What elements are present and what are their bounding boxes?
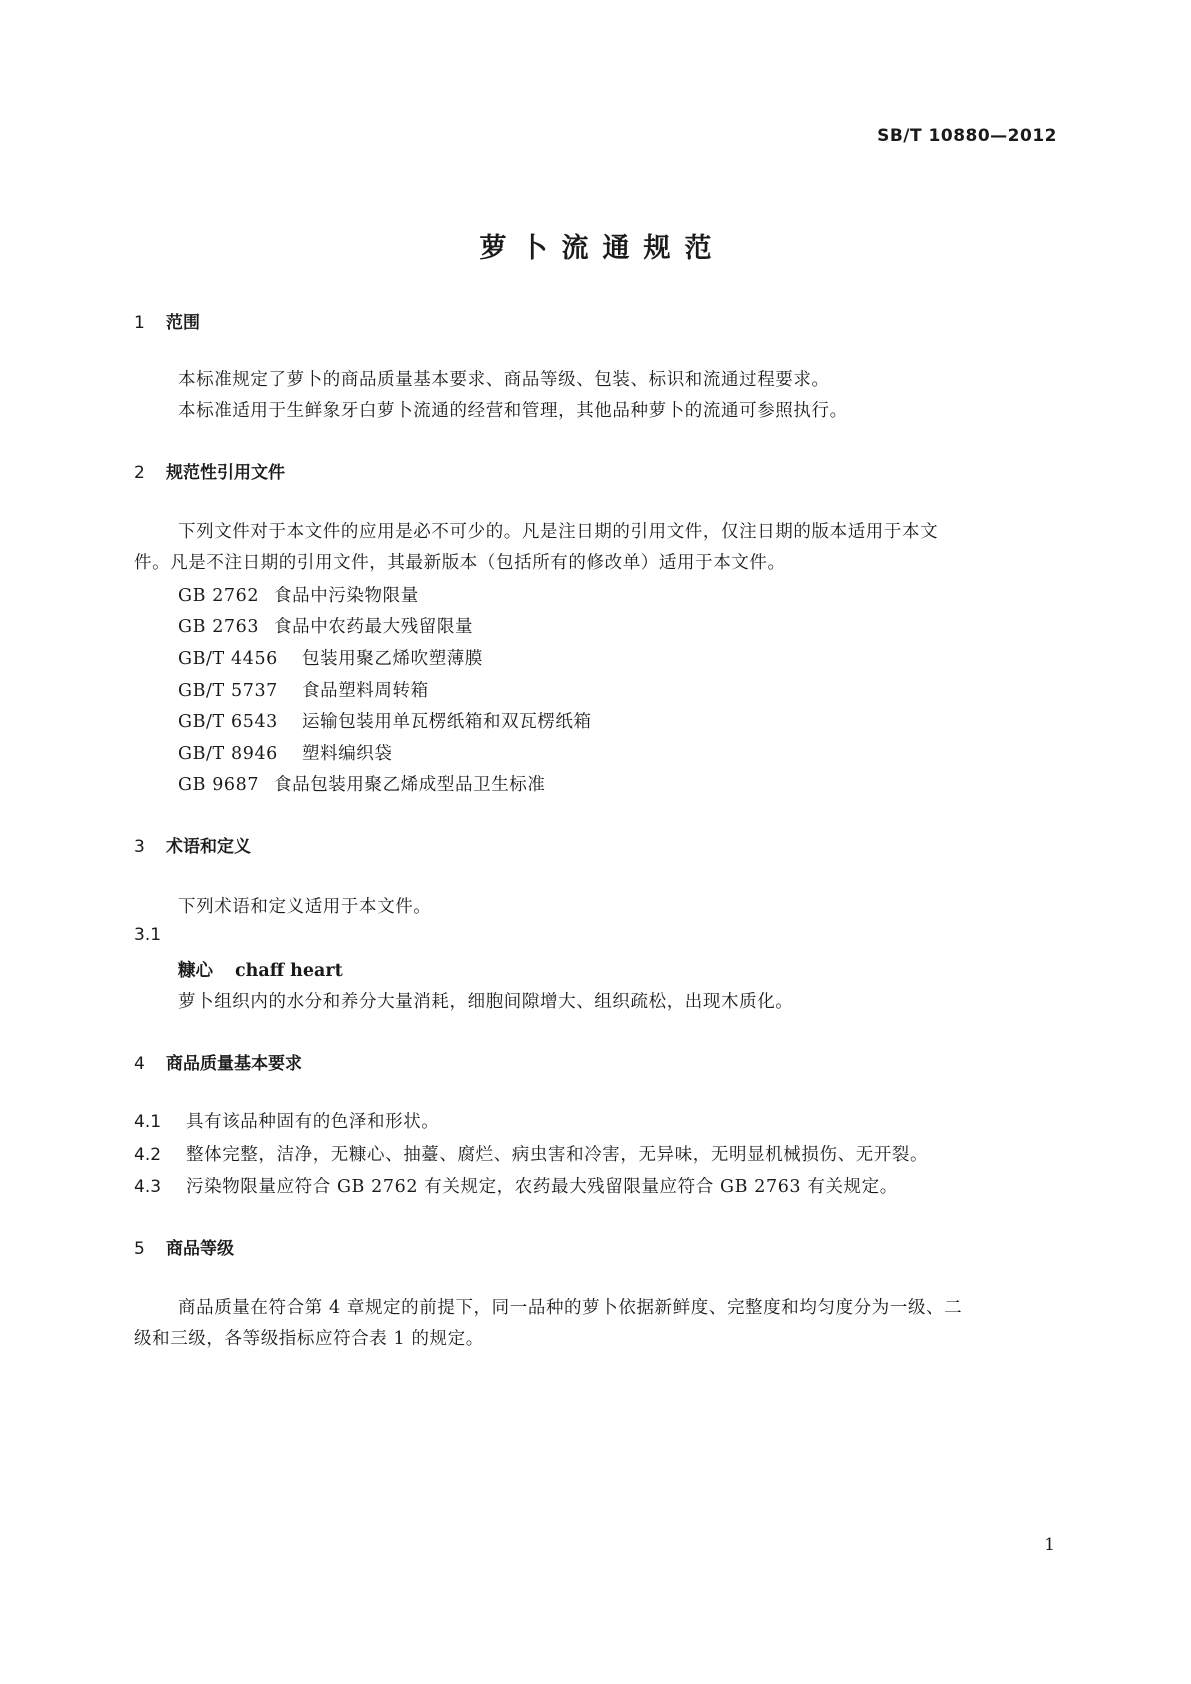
section-title: 商品质量基本要求 [166,1054,302,1074]
paragraph: 级和三级，各等级指标应符合表 1 的规定。 [134,1329,484,1349]
item-text: 污染物限量应符合 GB 2762 有关规定，农药最大残留限量应符合 GB 2763 有关规定。 [186,1177,898,1197]
term-entry [178,957,343,982]
requirement-item [134,1108,439,1133]
section-number: 2 [134,463,145,483]
reference-item [178,677,429,702]
section-2-heading [134,458,285,483]
clause-number: 3.1 [134,925,162,945]
paragraph: 商品质量在符合第 4 章规定的前提下，同一品种的萝卜依据新鲜度、完整度和均匀度分为一级、二 [178,1298,963,1318]
section-4-heading [134,1049,302,1074]
section-5-heading [134,1234,234,1259]
reference-item [178,740,393,765]
page-number: 1 [1044,1535,1055,1555]
item-number: 4.2 [134,1145,162,1165]
section-1-heading [134,308,200,333]
paragraph: 本标准适用于生鲜象牙白萝卜流通的经营和管理，其他品种萝卜的流通可参照执行。 [178,401,848,421]
reference-code: GB/T 4456 [178,649,278,669]
term-definition: 萝卜组织内的水分和养分大量消耗，细胞间隙增大、组织疏松，出现木质化。 [178,992,794,1012]
item-text: 具有该品种固有的色泽和形状。 [186,1112,440,1132]
section-3-heading [134,832,251,857]
paragraph: 本标准规定了萝卜的商品质量基本要求、商品等级、包装、标识和流通过程要求。 [178,370,830,390]
reference-item [178,613,473,638]
item-text: 整体完整，洁净，无糠心、抽薹、腐烂、病虫害和冷害，无异味，无明显机械损伤、无开裂。 [186,1145,929,1165]
reference-name: 包装用聚乙烯吹塑薄膜 [302,649,483,669]
requirement-item [134,1173,898,1198]
section-number: 5 [134,1239,145,1259]
section-title: 术语和定义 [166,837,251,857]
paragraph: 下列文件对于本文件的应用是必不可少的。凡是注日期的引用文件，仅注日期的版本适用于本文 [178,522,939,542]
section-title: 范围 [166,313,200,333]
reference-item [178,582,419,607]
standard-code: SB/T 10880—2012 [877,126,1057,146]
term-english: chaff heart [235,961,343,981]
section-title: 商品等级 [166,1239,234,1259]
reference-item [178,771,546,796]
paragraph: 件。凡是不注日期的引用文件，其最新版本（包括所有的修改单）适用于本文件。 [134,553,786,573]
reference-item [178,645,483,670]
section-number: 3 [134,837,145,857]
reference-item [178,708,592,733]
section-title: 规范性引用文件 [166,463,285,483]
reference-name: 食品中农药最大残留限量 [274,617,474,637]
reference-name: 食品塑料周转箱 [302,681,429,701]
reference-code: GB/T 5737 [178,681,278,701]
reference-name: 运输包装用单瓦楞纸箱和双瓦楞纸箱 [302,712,592,732]
document-title: 萝卜流通规范 [479,233,726,264]
requirement-item [134,1141,928,1166]
item-number: 4.1 [134,1112,162,1132]
paragraph: 下列术语和定义适用于本文件。 [178,897,432,917]
section-number: 4 [134,1054,145,1074]
reference-code: GB/T 6543 [178,712,278,732]
reference-code: GB/T 8946 [178,744,278,764]
reference-name: 食品中污染物限量 [274,586,419,606]
term-chinese: 糠心 [178,961,213,981]
reference-code: GB 2762 [178,586,260,606]
item-number: 4.3 [134,1177,162,1197]
section-number: 1 [134,313,145,333]
reference-code: GB 9687 [178,775,260,795]
reference-name: 塑料编织袋 [302,744,393,764]
reference-code: GB 2763 [178,617,260,637]
reference-name: 食品包装用聚乙烯成型品卫生标准 [274,775,546,795]
